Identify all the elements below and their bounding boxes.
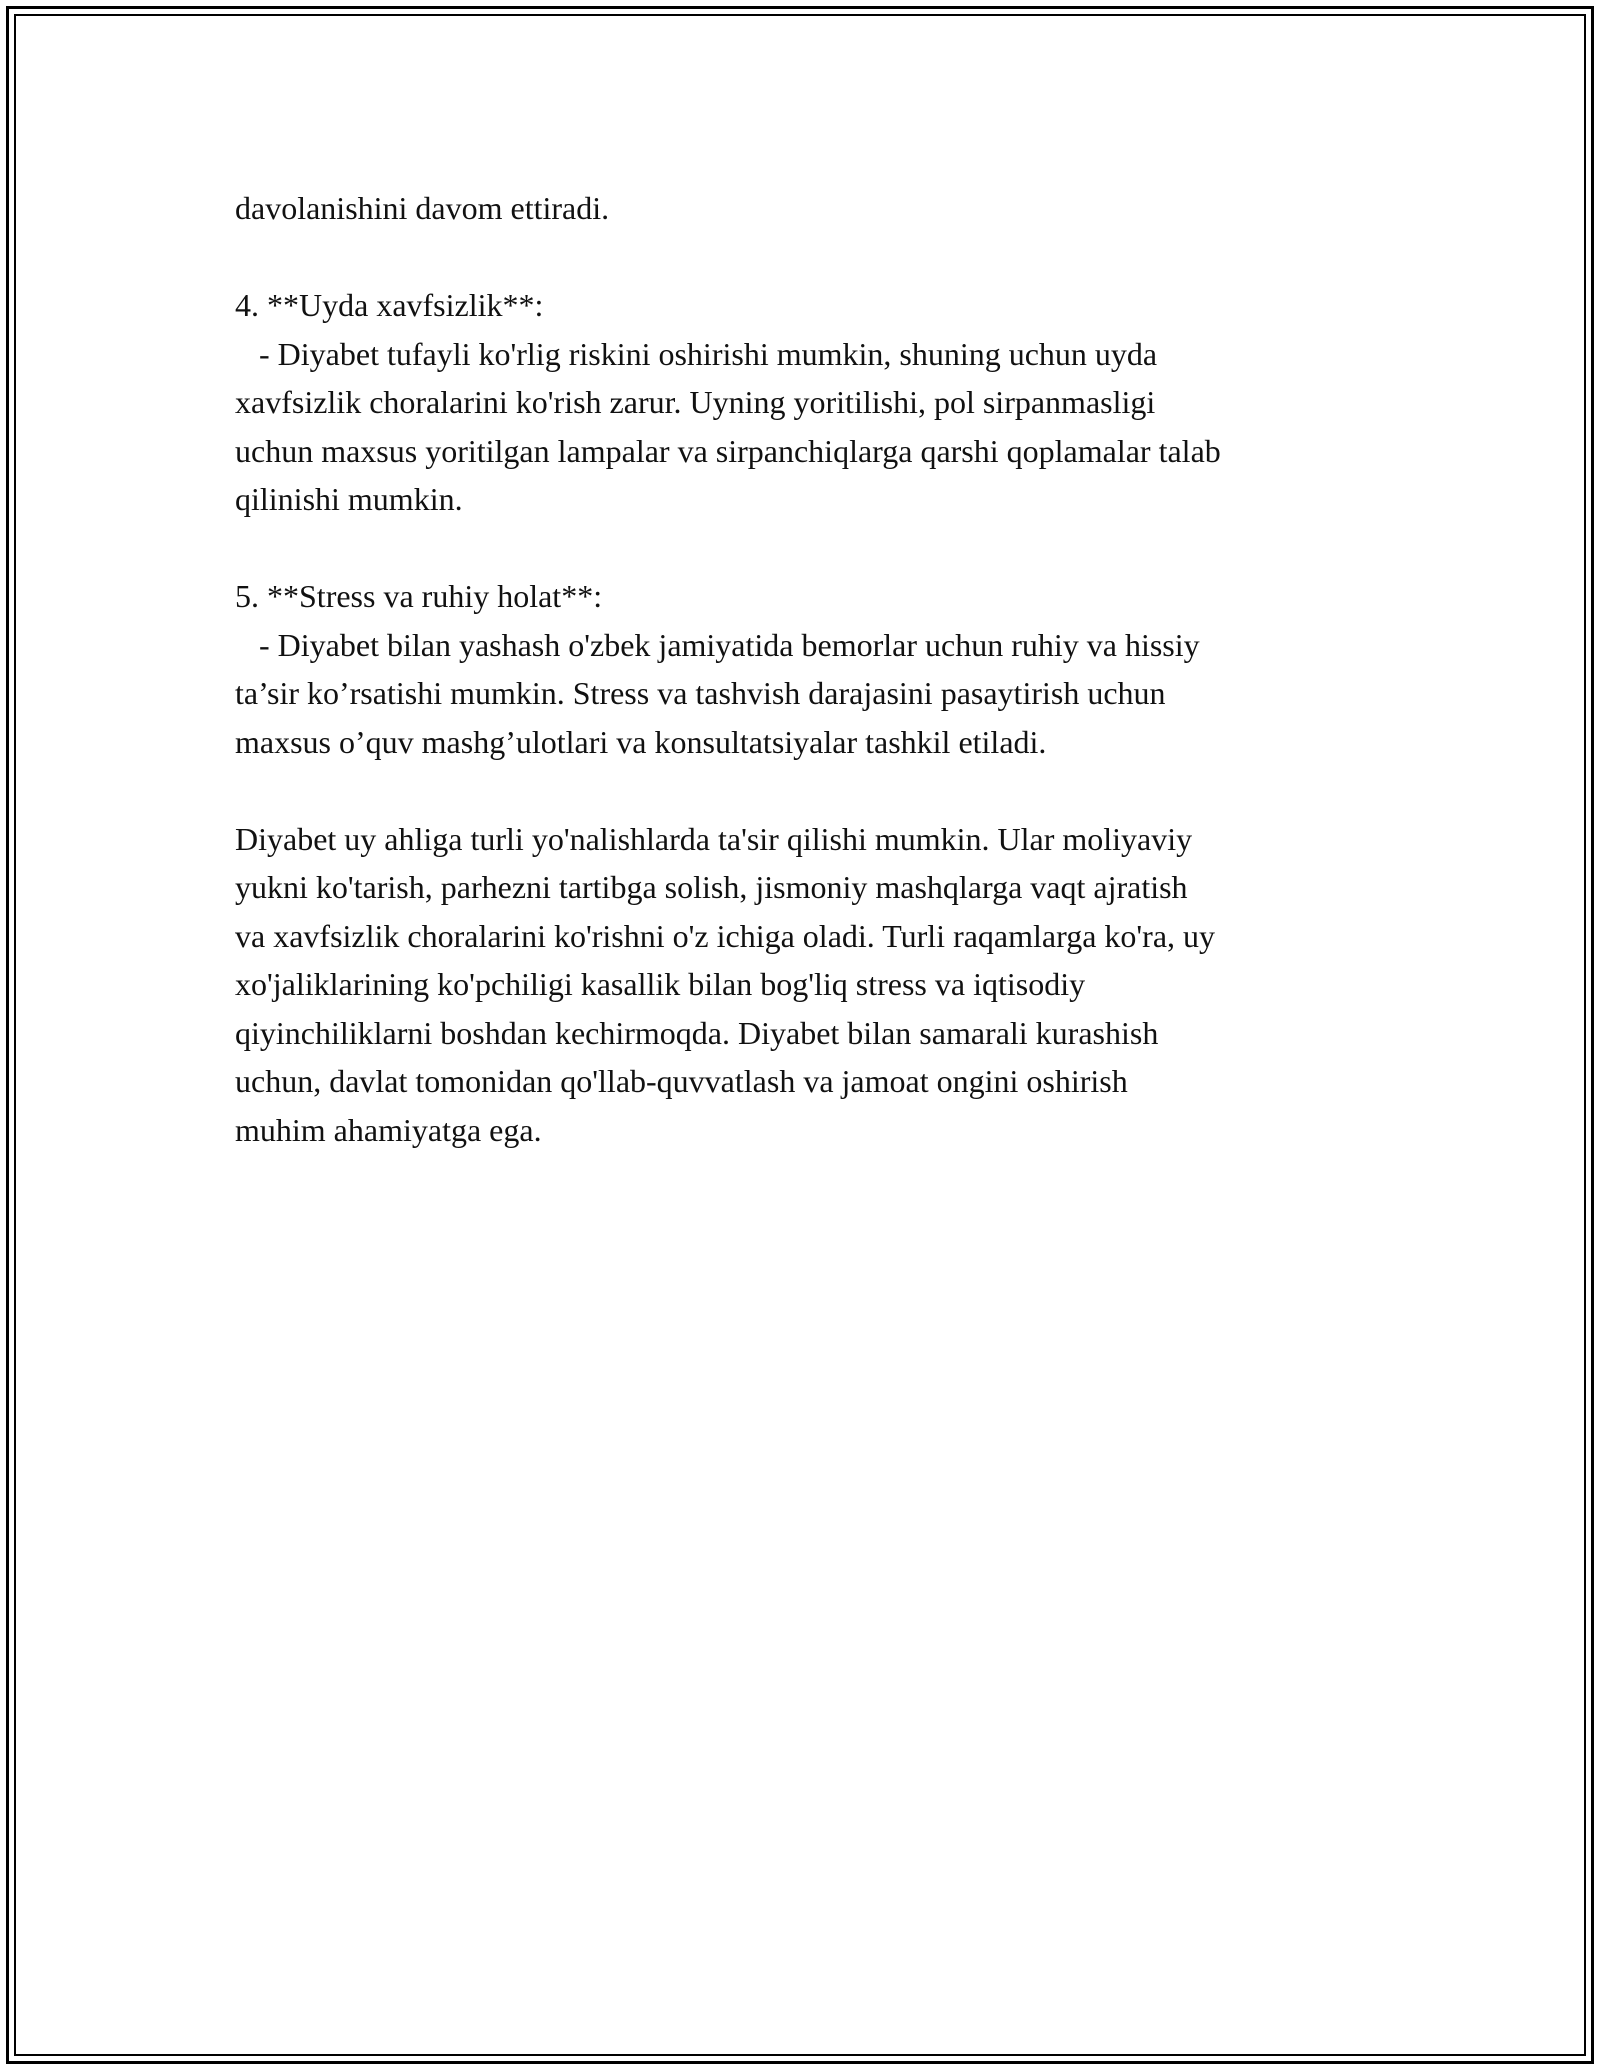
section-5-line: ta’sir ko’rsatishi mumkin. Stress va tashvish darajasini pasaytirish uchun (235, 675, 1166, 711)
conclusion-line: xo'jaliklarining ko'pchiligi kasallik bilan bog'liq stress va iqtisodiy (235, 966, 1086, 1002)
section-4-line: - Diyabet tufayli ko'rlig riskini oshirishi mumkin, shuning uchun uyda (235, 335, 1158, 372)
section-5 (235, 572, 1395, 766)
paragraph-gap (235, 233, 1395, 282)
section-4-line: uchun maxsus yoritilgan lampalar va sirpanchiqlarga qarshi qoplamalar talab (235, 432, 1221, 469)
conclusion-line: muhim ahamiyatga ega. (235, 1111, 542, 1148)
intro-line: davolanishini davom ettiradi. (235, 190, 610, 226)
conclusion-line: va xavfsizlik choralarini ko'rishni o'z ichiga oladi. Turli raqamlarga ko'ra, uy (235, 917, 1216, 954)
section-4-heading: 4. **Uyda xavfsizlik**: (235, 287, 544, 323)
conclusion-paragraph (235, 815, 1395, 1155)
paragraph-gap (235, 524, 1395, 573)
document-body (235, 184, 1395, 1154)
conclusion-line: qiyinchiliklarni boshdan kechirmoqda. Diyabet bilan samarali kurashish (235, 1014, 1159, 1051)
section-4 (235, 281, 1395, 524)
conclusion-line: Diyabet uy ahliga turli yo'nalishlarda ta'sir qilishi mumkin. Ular moliyaviy (235, 820, 1193, 857)
section-4-line: xavfsizlik choralarini ko'rish zarur. Uyning yoritilishi, pol sirpanmasligi (235, 384, 1156, 420)
conclusion-line: uchun, davlat tomonidan qo'llab-quvvatlash va jamoat ongini oshirish (235, 1063, 1128, 1099)
section-4-line: qilinishi mumkin. (235, 481, 463, 517)
paragraph-gap (235, 766, 1395, 815)
section-5-line: - Diyabet bilan yashash o'zbek jamiyatida bemorlar uchun ruhiy va hissiy (235, 626, 1200, 663)
section-5-line: maxsus o’quv mashg’ulotlari va konsultatsiyalar tashkil etiladi. (235, 723, 1047, 760)
section-5-heading: 5. **Stress va ruhiy holat**: (235, 578, 603, 614)
conclusion-line: yukni ko'tarish, parhezni tartibga solish, jismoniy mashqlarga vaqt ajratish (235, 869, 1188, 905)
